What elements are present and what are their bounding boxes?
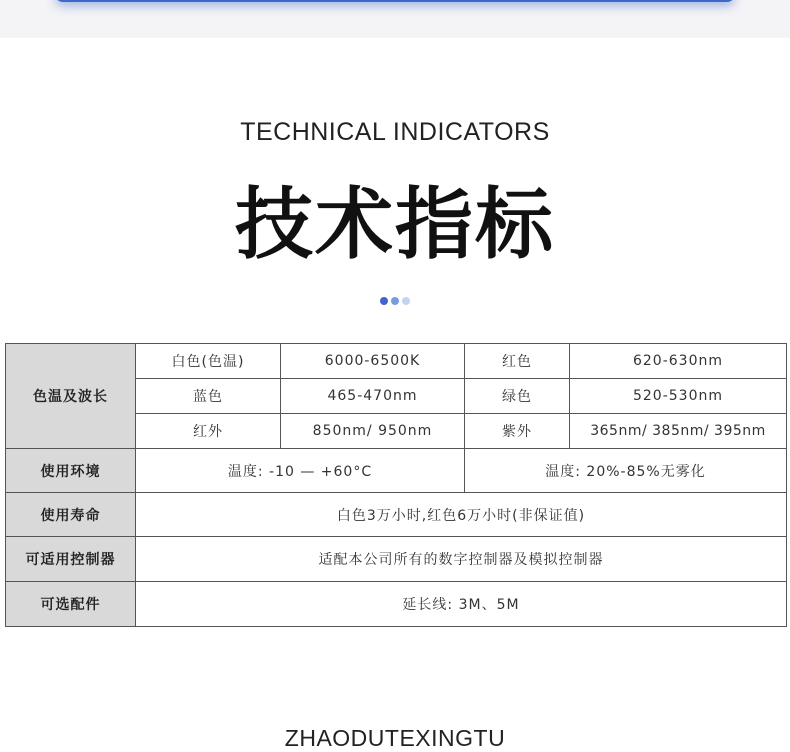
green-label: 绿色 (465, 379, 570, 414)
blue-value: 465-470nm (281, 379, 465, 414)
controllers-label: 可适用控制器 (6, 537, 136, 582)
environment-humidity: 温度: 20%-85%无雾化 (465, 449, 787, 493)
chinese-section-title: 技术指标 (234, 180, 555, 270)
red-value: 620-630nm (570, 344, 787, 379)
white-value: 6000-6500K (281, 344, 465, 379)
table-row (6, 537, 787, 582)
table-row (6, 582, 787, 627)
color-temp-label: 色温及波长 (6, 344, 136, 449)
table-row (6, 493, 787, 537)
dot-1 (380, 297, 388, 305)
accessories-label: 可选配件 (6, 582, 136, 627)
lifespan-value: 白色3万小时,红色6万小时(非保证值) (136, 493, 787, 537)
top-band (0, 0, 790, 38)
table-row (6, 449, 787, 493)
dot-2 (391, 297, 399, 305)
ultraviolet-value: 365nm/ 385nm/ 395nm (570, 414, 787, 449)
blue-label: 蓝色 (136, 379, 281, 414)
english-section-title: TECHNICAL INDICATORS (240, 118, 550, 146)
environment-label: 使用环境 (6, 449, 136, 493)
lifespan-label: 使用寿命 (6, 493, 136, 537)
spec-table (5, 343, 787, 627)
footer-brand-text: ZHAODUTEXINGTU (284, 725, 506, 751)
ultraviolet-label: 紫外 (465, 414, 570, 449)
dot-3 (402, 297, 410, 305)
infrared-label: 红外 (136, 414, 281, 449)
accessories-value: 延长线: 3M、5M (136, 582, 787, 627)
infrared-value: 850nm/ 950nm (281, 414, 465, 449)
red-label: 红色 (465, 344, 570, 379)
decorative-dots (0, 297, 790, 307)
white-label: 白色(色温) (136, 344, 281, 379)
controllers-value: 适配本公司所有的数字控制器及模拟控制器 (136, 537, 787, 582)
environment-temperature: 温度: -10 — +60°C (136, 449, 465, 493)
table-row (6, 344, 787, 379)
green-value: 520-530nm (570, 379, 787, 414)
top-accent-bar (55, 0, 735, 2)
